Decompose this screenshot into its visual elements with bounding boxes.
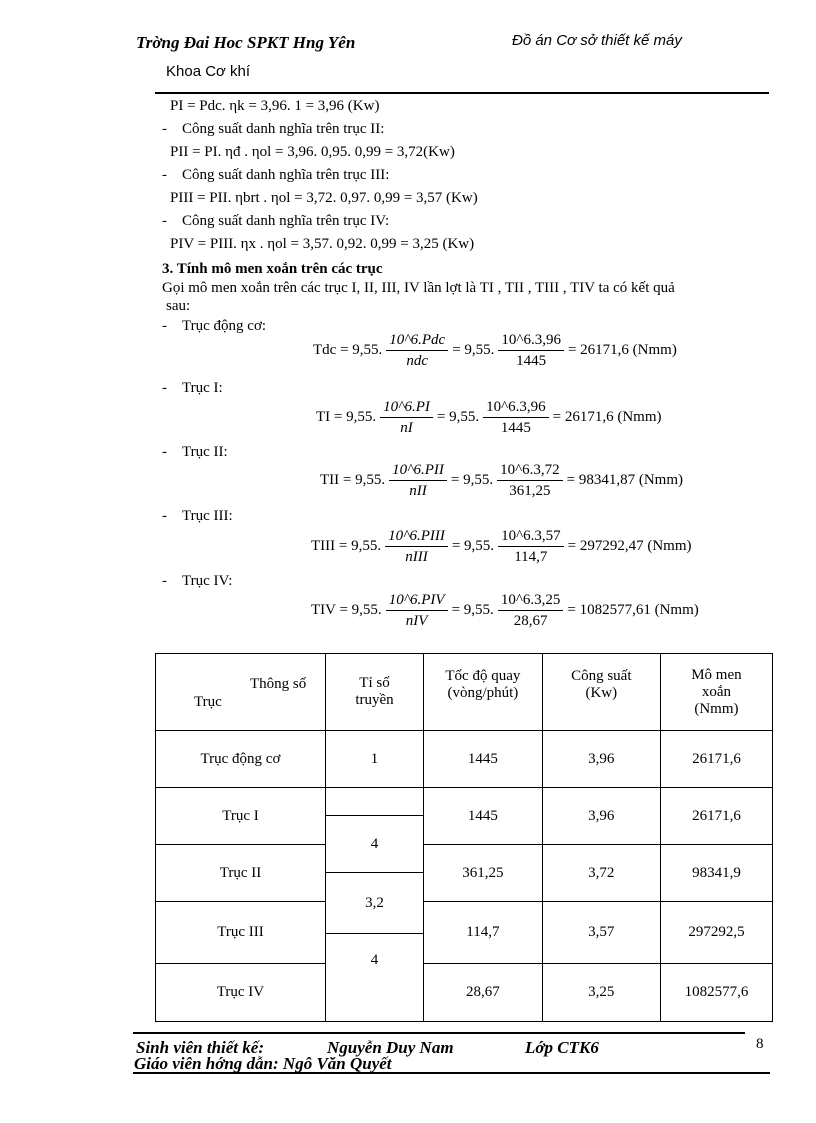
formula-result: = 26171,6 (Nmm) [552, 409, 662, 425]
ratio-cell: 1 [325, 731, 423, 788]
row-torque: 26171,6 [660, 788, 772, 845]
formula-lhs: Tdc = 9,55. [313, 342, 383, 358]
row-torque: 98341,9 [660, 845, 772, 902]
department-name: Khoa Cơ khí [166, 63, 251, 80]
formula-mid: = 9,55. [451, 538, 495, 554]
ratio-spacer [325, 788, 423, 816]
shaft-parameters-table [155, 653, 773, 1022]
header-ratio: Tỉ số truyền [325, 654, 423, 731]
section-intro-1: Gọi mô men xoắn trên các trục I, II, III, IV lần lợt là TI , TII , TIII , TIV ta có kết quả [162, 280, 675, 296]
formula-mid: = 9,55. [450, 472, 494, 488]
torque-bullet: - Trục III: [162, 508, 233, 524]
ratio-cell: 4 [325, 816, 423, 873]
symbolic-fraction: $\frac{\text{10\textasciicircum{}6.PII}}{\text{nII}}$ [389, 460, 447, 501]
power-line-1: PI = Pdc. ηk = 3,96. 1 = 3,96 (Kw) [170, 98, 380, 114]
symbolic-fraction: $\frac{\text{10\textasciicircum{}6.PIII}}{\text{nIII}}$ [385, 526, 448, 567]
formula-result: = 1082577,61 (Nmm) [567, 602, 699, 618]
header-torque: Mô men xoắn (Nmm) [660, 654, 772, 731]
row-name: Trục II [156, 845, 326, 902]
torque-bullet: - Trục II: [162, 444, 228, 460]
row-name: Trục I [156, 788, 326, 845]
symbolic-fraction: $\frac{10\^{}6.PI}{nI}$ [380, 397, 433, 438]
row-speed: 28,67 [424, 964, 543, 1022]
header-corner-cell [156, 654, 326, 731]
ratio-cell: 4 [325, 934, 423, 1022]
header-power: Công suất (Kw) [542, 654, 660, 731]
symbolic-fraction: $\frac{\text{10\textasciicircum{}6.PIV}}{\text{nIV}}$ [386, 590, 448, 631]
row-torque: 1082577,6 [660, 964, 772, 1022]
formula-lhs: TI = 9,55. [316, 409, 377, 425]
numeric-fraction: $\frac{10\^{}6.3,25}{28,67}$ [498, 590, 564, 631]
section-title: 3. Tính mô men xoắn trên các trục [162, 261, 383, 277]
formula-mid: = 9,55. [452, 342, 495, 358]
power-line-2: PII = PI. ηđ . ηol = 3,96. 0,95. 0,99 = 3,72(Kw) [170, 144, 455, 160]
row-speed: 1445 [424, 788, 543, 845]
torque-bullet: - Trục động cơ: [162, 318, 267, 334]
formula-result: = 297292,47 (Nmm) [567, 538, 692, 554]
power-line-3: PIII = PII. ηbrt . ηol = 3,72. 0,97. 0,99 = 3,57 (Kw) [170, 190, 478, 206]
row-name: Trục động cơ [156, 731, 326, 788]
teacher-line: Giáo viên hớng dẫn: Ngô Văn Quyết [134, 1054, 392, 1073]
row-speed: 1445 [424, 731, 543, 788]
formula-mid: = 9,55. [451, 602, 494, 618]
numeric-fraction: $\frac{10\^{}6.3,57}{114,7}$ [498, 526, 564, 567]
header-param-label: Thông số [250, 676, 307, 692]
torque-formula [320, 460, 683, 501]
torque-formula [311, 526, 691, 567]
row-power: 3,25 [542, 964, 660, 1022]
formula-result: = 26171,6 (Nmm) [567, 342, 677, 358]
row-name: Trục III [156, 902, 326, 964]
row-power: 3,57 [542, 902, 660, 964]
footer-rule-top [133, 1032, 745, 1034]
designer-label: Sinh viên thiết kế: [136, 1038, 264, 1057]
header-shaft-label: Trục [194, 694, 222, 710]
row-torque: 297292,5 [660, 902, 772, 964]
power-line-4: PIV = PIII. ηx . ηol = 3,57. 0,92. 0,99 = 3,25 (Kw) [170, 236, 475, 252]
page-number: 8 [756, 1036, 764, 1052]
power-bullet-3: - Công suất danh nghĩa trên trục III: [162, 167, 390, 183]
school-name: Trờng Đai Hoc SPKT Hng Yên [136, 33, 356, 52]
row-torque: 26171,6 [660, 731, 772, 788]
power-bullet-4: - Công suất danh nghĩa trên trục IV: [162, 213, 390, 229]
row-power: 3,96 [542, 731, 660, 788]
formula-lhs: TII = 9,55. [320, 472, 386, 488]
torque-formula [311, 590, 699, 631]
numeric-fraction: $\frac{10\^{}6.3,96}{1445}$ [498, 330, 564, 371]
header-speed: Tốc độ quay (vòng/phút) [424, 654, 543, 731]
numeric-fraction: $\frac{10\^{}6.3,96}{1445}$ [483, 397, 549, 438]
row-name: Trục IV [156, 964, 326, 1022]
footer-rule-bottom [133, 1072, 770, 1074]
power-bullet-2: - Công suất danh nghĩa trên trục II: [162, 121, 385, 137]
formula-result: = 98341,87 (Nmm) [566, 472, 683, 488]
torque-formula [313, 330, 677, 371]
header-rule [155, 92, 769, 94]
symbolic-fraction: $\frac{\text{10\textasciicircum{}6.Pdc}}{\text{ndc}}$ [386, 330, 448, 371]
project-title: Đồ án Cơ sở thiết kế máy [512, 32, 682, 49]
formula-lhs: TIII = 9,55. [311, 538, 382, 554]
ratio-cell: 3,2 [325, 873, 423, 934]
formula-lhs: TIV = 9,55. [311, 602, 382, 618]
class-label: Lớp CTK6 [525, 1038, 599, 1057]
torque-bullet: - Trục I: [162, 380, 223, 396]
row-speed: 114,7 [424, 902, 543, 964]
torque-formula [316, 397, 662, 438]
row-power: 3,96 [542, 788, 660, 845]
designer-name: Nguyễn Duy Nam [327, 1038, 454, 1057]
section-intro-2: sau: [166, 298, 191, 314]
row-speed: 361,25 [424, 845, 543, 902]
formula-mid: = 9,55. [436, 409, 480, 425]
row-power: 3,72 [542, 845, 660, 902]
torque-bullet: - Trục IV: [162, 573, 233, 589]
numeric-fraction: $\frac{10\^{}6.3,72}{361,25}$ [497, 460, 563, 501]
